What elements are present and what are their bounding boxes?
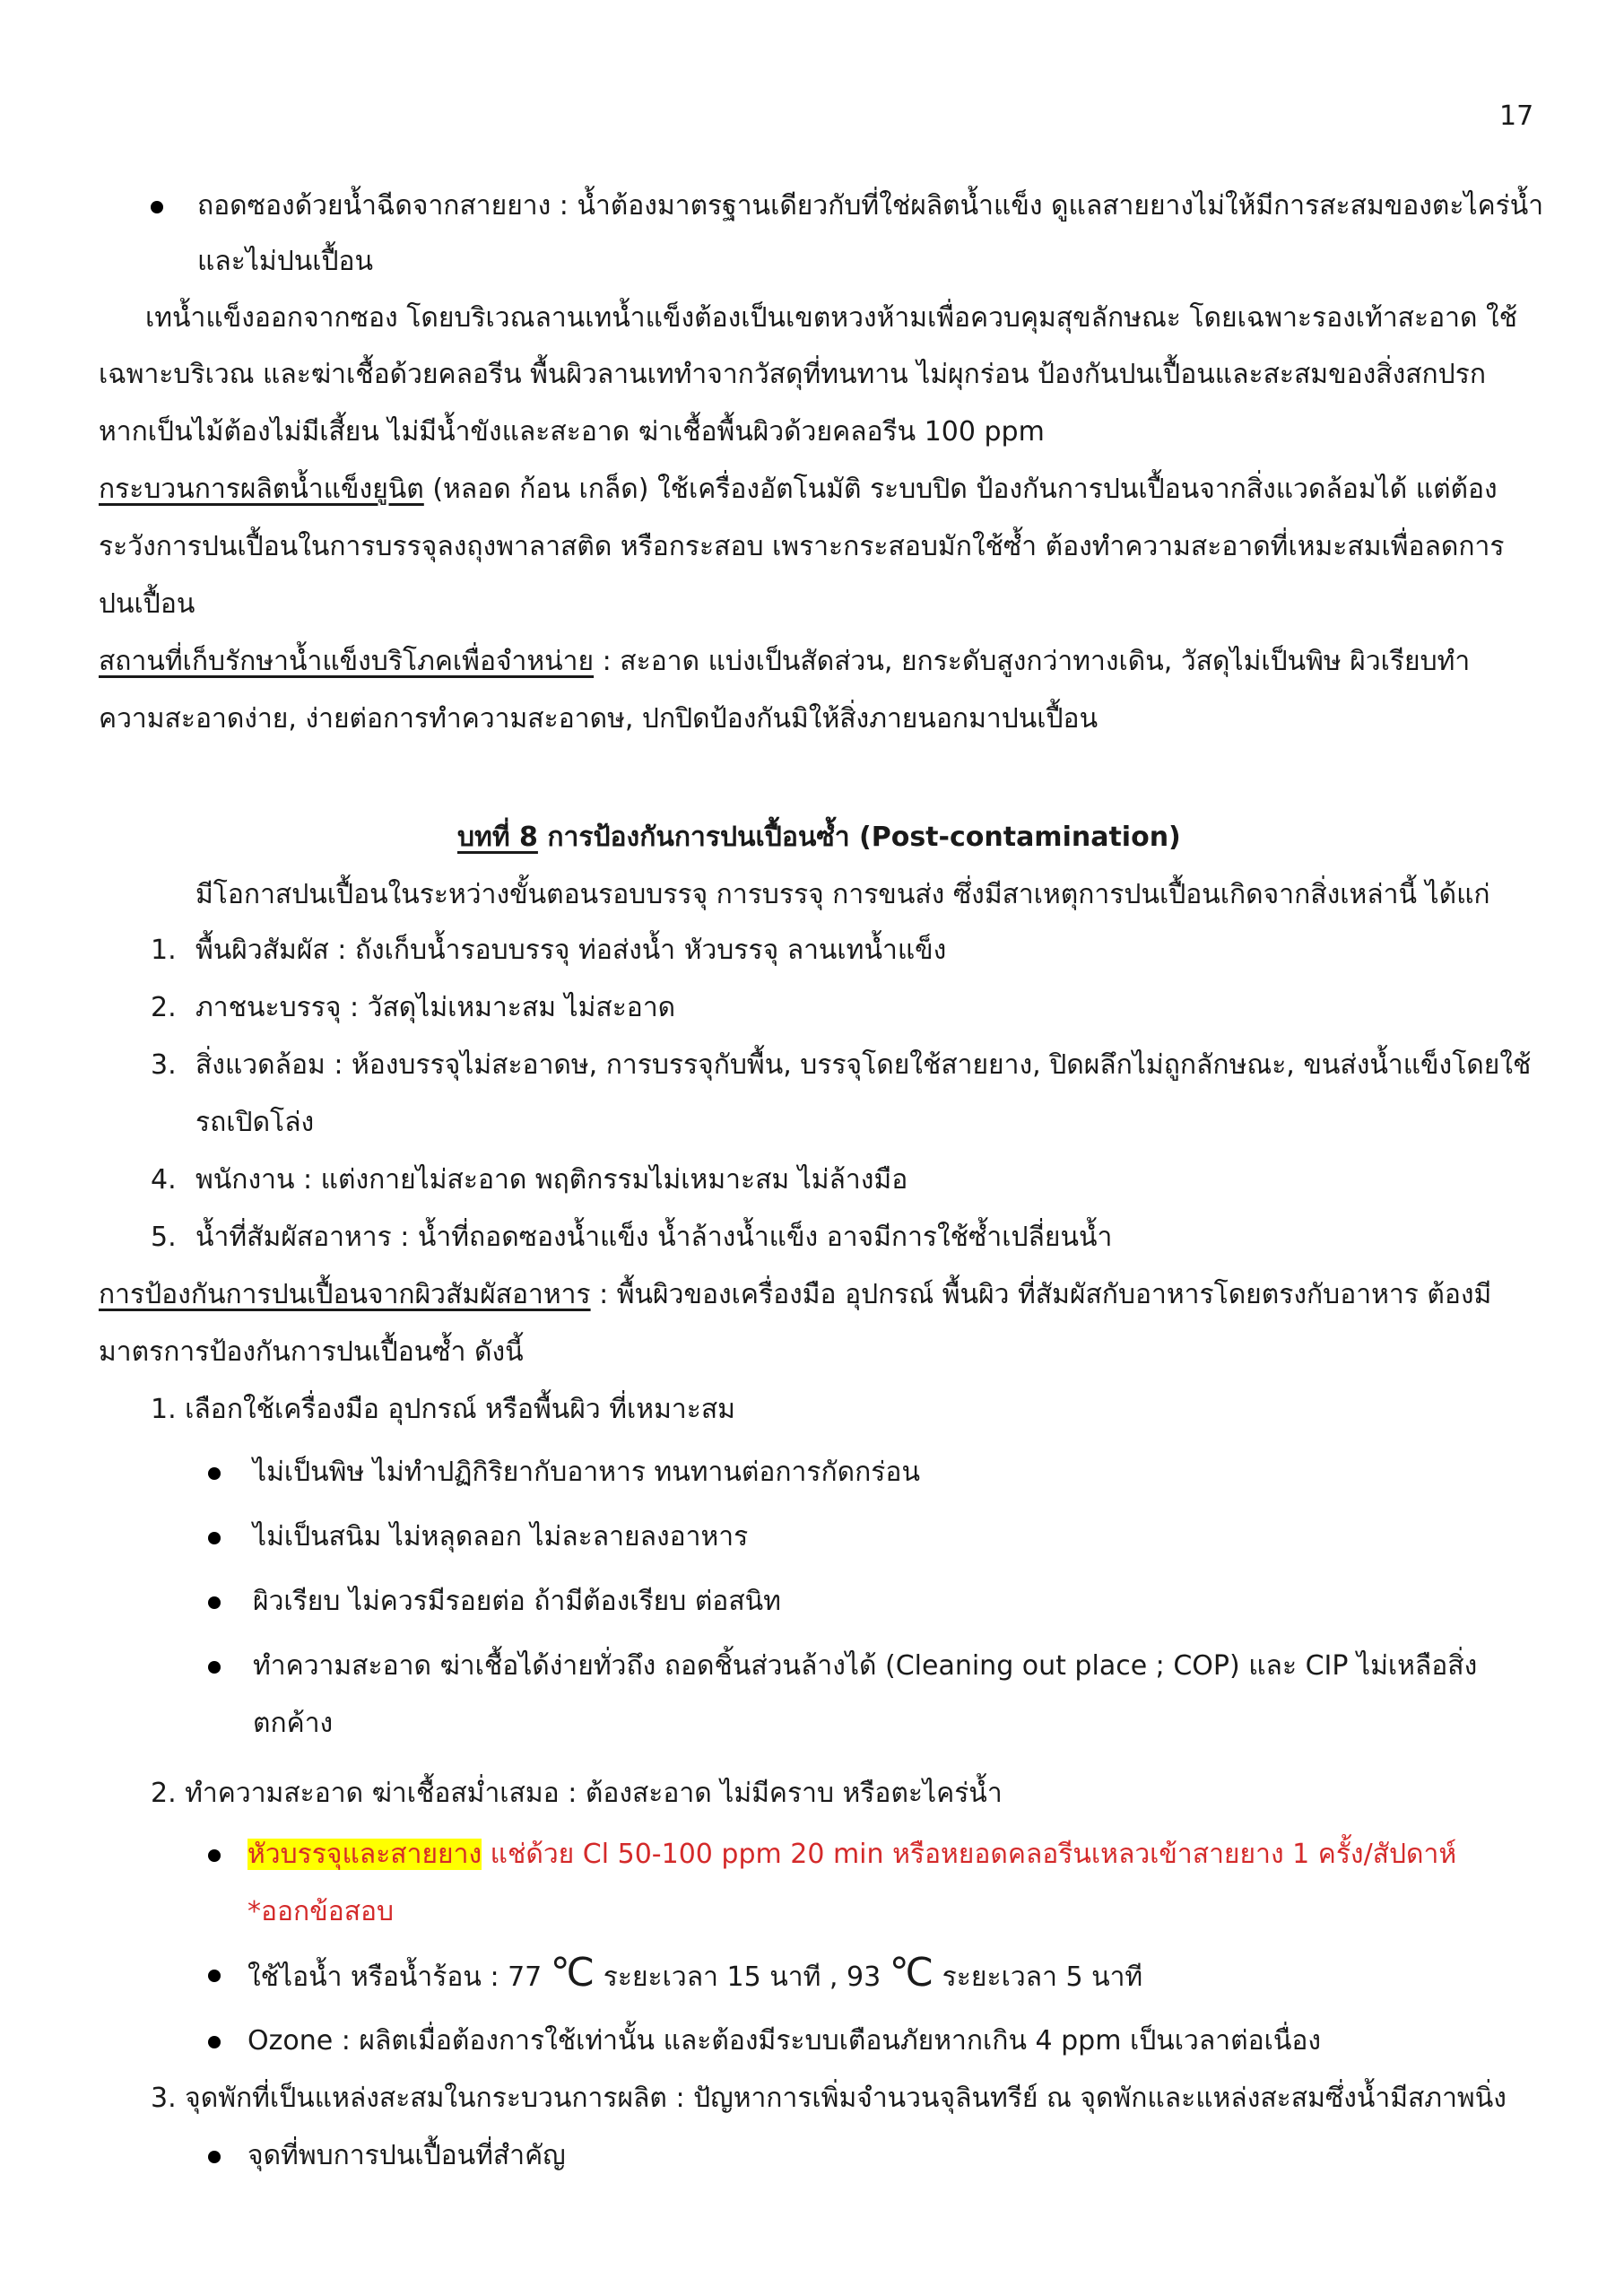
highlighted-line: [248, 1837, 1456, 1873]
text-line: มีโอกาสปนเปื้อนในระหว่างขั้นตอนรอบบรรจุ การบรรจุ การขนส่ง ซึ่งมีสาเหตุการปนเปื้อนเกิดจากสิ่งเหล่านี้ ได้แก่: [195, 879, 1490, 910]
list-item: 2. ทำความสะอาด ฆ่าเชื้อสม่ำเสมอ : ต้องสะอาด ไม่มีคราบ หรือตะไคร่น้ำ: [151, 1778, 1003, 1809]
text-line: ความสะอาดง่าย, ง่ายต่อการทำความสะอาดษ, ปกปิดป้องกันมิให้สิ่งภายนอกมาปนเปื้อน: [99, 703, 1099, 735]
chapter-title: การป้องกันการปนเปื้อนซ้ำ (Post-contamination): [537, 822, 1181, 853]
list-item: จุดที่พบการปนเปื้อนที่สำคัญ: [248, 2140, 566, 2171]
underlined-term: สถานที่เก็บรักษาน้ำแข็งบริโภคเพื่อจำหน่าย: [99, 646, 595, 677]
text-line: และไม่ปนเปื้อน: [197, 246, 374, 277]
text-line: ระวังการปนเปื้อนในการบรรจุลงถุงพาลาสติด หรือกระสอบ เพราะกระสอบมักใช้ซ้ำ ต้องทำความสะอาดที่เหมะสมเพื่อลดการ: [99, 531, 1505, 562]
bullet-icon: [208, 1970, 221, 1982]
bullet-icon: [208, 1532, 221, 1544]
text-segment: ระยะเวลา 5 นาที: [934, 1961, 1143, 1993]
bullet-icon: [208, 2151, 221, 2163]
list-item: พื้นผิวสัมผัส : ถังเก็บน้ำรอบบรรจุ ท่อส่งน้ำ หัวบรรจุ ลานเทน้ำแข็ง: [195, 935, 947, 966]
exam-note: *ออกข้อสอบ: [248, 1896, 395, 1927]
list-item: [248, 1950, 1143, 1996]
list-item: ภาชนะบรรจุ : วัสดุไม่เหมาะสม ไม่สะอาด: [195, 992, 676, 1023]
list-number: 2.: [151, 992, 177, 1023]
text-line: [99, 644, 1470, 680]
list-item: รถเปิดโล่ง: [195, 1107, 315, 1138]
red-text: แช่ด้วย Cl 50-100 ppm 20 min หรือหยอดคลอรีนเหลวเข้าสายยาง 1 ครั้ง/สัปดาห์: [482, 1839, 1457, 1870]
text-line: เฉพาะบริเวณ และฆ่าเชื้อด้วยคลอรีน พื้นผิวลานเททำจากวัสดุที่ทนทาน ไม่ผุกร่อน ป้องกันปนเปื้อนและสะสมของสิ่งสกปรก: [99, 359, 1487, 390]
list-item: 3. จุดพักที่เป็นแหล่งสะสมในกระบวนการผลิต : ปัญหาการเพิ่มจำนวนจุลินทรีย์ ณ จุดพักและแหล่งสะสมซึ่งน้ำมีสภาพนิ่ง: [151, 2083, 1507, 2114]
list-number: 1.: [151, 935, 177, 966]
text-segment: (หลอด ก้อน เกล็ด) ใช้เครื่องอัตโนมัติ ระบบปิด ป้องกันการปนเปื้อนจากสิ่งแวดล้อมได้ แต่ต้อง: [423, 474, 1498, 505]
text-segment: : สะอาด แบ่งเป็นสัดส่วน, ยกระดับสูงกว่าทางเดิน, วัสดุไม่เป็นพิษ ผิวเรียบทำ: [594, 646, 1471, 677]
text-line: [99, 1277, 1491, 1313]
list-item: สิ่งแวดล้อม : ห้องบรรจุไม่สะอาดษ, การบรรจุกับพื้น, บรรจุโดยใช้สายยาง, ปิดผลึกไม่ถูกลักษณะ, ขนส่งน้ำแข็งโดยใช้: [195, 1049, 1532, 1081]
bullet-icon: [208, 1849, 221, 1862]
text-line: หากเป็นไม้ต้องไม่มีเสี้ยน ไม่มีน้ำขังและสะอาด ฆ่าเชื้อพื้นผิวด้วยคลอรีน 100 ppm: [99, 416, 1045, 448]
list-number: 4.: [151, 1164, 177, 1196]
celsius-unit: ℃: [550, 1950, 595, 1996]
list-item: ทำความสะอาด ฆ่าเชื้อได้ง่ายทั่วถึง ถอดชิ้นส่วนล้างได้ (Cleaning out place ; COP) และ CIP ไม่เหลือสิ่ง: [253, 1650, 1478, 1682]
text-segment: ใช้ไอน้ำ หรือน้ำร้อน : 77: [248, 1961, 551, 1993]
bullet-icon: [208, 1467, 221, 1480]
list-item: ตกค้าง: [253, 1708, 334, 1739]
list-number: 3.: [151, 1049, 177, 1081]
text-segment: : พื้นผิวของเครื่องมือ อุปกรณ์ พื้นผิว ที่สัมผัสกับอาหารโดยตรงกับอาหาร ต้องมี: [590, 1279, 1492, 1310]
highlighted-term: หัวบรรจุและสายยาง: [248, 1839, 482, 1870]
list-item: ไม่เป็นพิษ ไม่ทำปฏิกิริยากับอาหาร ทนทานต่อการกัดกร่อน: [253, 1457, 920, 1488]
list-item: Ozone : ผลิตเมื่อต้องการใช้เท่านั้น และต้องมีระบบเตือนภัยหากเกิน 4 ppm เป็นเวลาต่อเนื่อง: [248, 2025, 1322, 2057]
celsius-unit: ℃: [889, 1950, 934, 1996]
page-number: 17: [1499, 100, 1534, 132]
text-line: [99, 472, 1498, 508]
chapter-heading: [457, 820, 1181, 856]
text-line: เทน้ำแข็งออกจากซอง โดยบริเวณลานเทน้ำแข็งต้องเป็นเขตหวงห้ามเพื่อควบคุมสุขลักษณะ โดยเฉพาะรองเท้าสะอาด ใช้: [145, 302, 1517, 334]
list-item: น้ำที่สัมผัสอาหาร : น้ำที่ถอดซองน้ำแข็ง น้ำล้างน้ำแข็ง อาจมีการใช้ซ้ำเปลี่ยนน้ำ: [195, 1222, 1113, 1253]
text-line: ถอดซองด้วยน้ำฉีดจากสายยาง : น้ำต้องมาตรฐานเดียวกับที่ใช่ผลิตน้ำแข็ง ดูแลสายยางไม่ให้มีการสะสมของตะไคร่น้ำ: [197, 190, 1544, 222]
bullet-icon: [208, 1596, 221, 1609]
list-item: พนักงาน : แต่งกายไม่สะอาด พฤติกรรมไม่เหมาะสม ไม่ล้างมือ: [195, 1164, 908, 1196]
underlined-term: การป้องกันการปนเปื้อนจากผิวสัมผัสอาหาร: [99, 1279, 591, 1310]
list-item: ไม่เป็นสนิม ไม่หลุดลอก ไม่ละลายลงอาหาร: [253, 1521, 749, 1552]
text-segment: ระยะเวลา 15 นาที , 93: [595, 1961, 890, 1993]
bullet-icon: [151, 201, 163, 213]
chapter-label: บทที่ 8: [457, 822, 538, 853]
list-item: ผิวเรียบ ไม่ควรมีรอยต่อ ถ้ามีต้องเรียบ ต่อสนิท: [253, 1586, 781, 1617]
text-line: ปนเปื้อน: [99, 588, 195, 620]
text-line: มาตรการป้องกันการปนเปื้อนซ้ำ ดังนี้: [99, 1336, 524, 1368]
bullet-icon: [208, 2036, 221, 2048]
underlined-term: กระบวนการผลิตน้ำแข็งยูนิต: [99, 474, 424, 505]
list-item: 1. เลือกใช้เครื่องมือ อุปกรณ์ หรือพื้นผิว ที่เหมาะสม: [151, 1394, 735, 1425]
list-number: 5.: [151, 1222, 177, 1253]
bullet-icon: [208, 1661, 221, 1674]
